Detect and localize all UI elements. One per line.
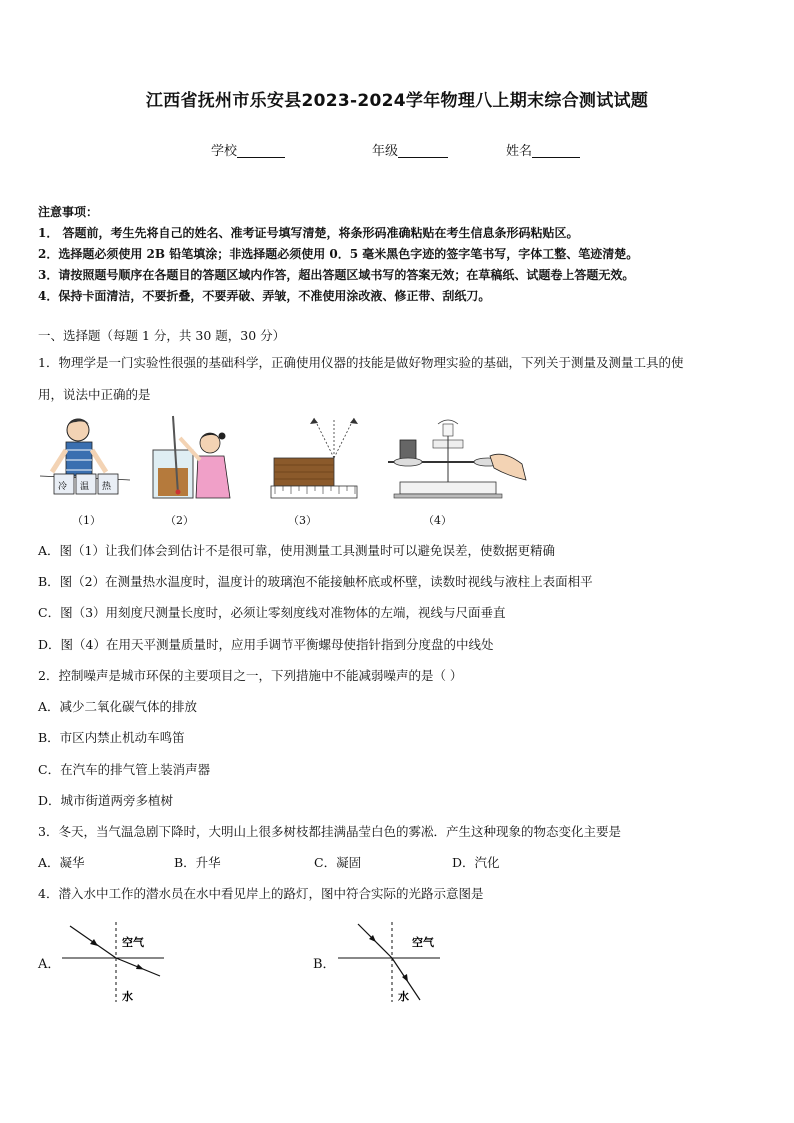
figure-1-hands-in-water: [40, 418, 130, 494]
q4-diagram-a: [60, 918, 170, 1008]
beaker-label-hot: 热: [102, 482, 112, 492]
q4-diagram-b-label: B．: [313, 957, 336, 972]
school-field: [211, 140, 285, 159]
notice-heading: 注意事项：: [38, 205, 99, 219]
q2-option-d: D．城市街道两旁多植树: [38, 793, 174, 808]
name-field: [506, 140, 580, 159]
name-blank: [532, 143, 580, 158]
figure-caption-2: （2）: [165, 514, 194, 527]
section-heading: 一、选择题（每题 1 分，共 30 题，30 分）: [38, 328, 286, 343]
q3-option-d: D．汽化: [452, 855, 500, 870]
grade-field: [372, 140, 448, 159]
q3-option-b: B．升华: [174, 855, 221, 870]
figure-caption-4: （4）: [423, 514, 452, 527]
notice-block: [38, 202, 638, 307]
q4-diagram-a-label: A．: [38, 957, 61, 972]
figure-2-thermometer: [153, 416, 230, 498]
q1-stem-line1: 1．物理学是一门实验性很强的基础科学，正确使用仪器的技能是做好物理实验的基础，下列关于测量及测量工具的使: [38, 355, 684, 370]
figure-caption-1: （1）: [72, 514, 101, 527]
q3-option-c: C．凝固: [314, 855, 362, 870]
q1-figures: [38, 410, 538, 528]
q2-option-a: A．减少二氧化碳气体的排放: [38, 699, 198, 714]
name-label: 姓名: [506, 144, 533, 159]
school-blank: [237, 143, 285, 158]
q2-option-b: B．市区内禁止机动车鸣笛: [38, 730, 185, 745]
notice-item: 2．选择题必须使用 2B 铅笔填涂；非选择题必须使用 0．5 毫米黑色字迹的签字笔书写，字体工整、笔迹清楚。: [38, 247, 639, 261]
q4-stem: 4．潜入水中工作的潜水员在水中看见岸上的路灯，图中符合实际的光路示意图是: [38, 886, 484, 901]
figure-4-balance: [388, 420, 526, 498]
q3-option-a: A．凝华: [38, 855, 85, 870]
figure-caption-3: （3）: [288, 514, 317, 527]
notice-item: 4．保持卡面清洁，不要折叠，不要弄破、弄皱，不准使用涂改液、修正带、刮纸刀。: [38, 289, 491, 303]
q3-stem: 3．冬天，当气温急剧下降时，大明山上很多树枝都挂满晶莹白色的雾凇．产生这种现象的物态变化主要是: [38, 824, 621, 839]
notice-item: 1． 答题前，考生先将自己的姓名、准考证号填写清楚，将条形码准确粘贴在考生信息条形码粘贴区。: [38, 226, 579, 240]
page-title: 江西省抚州市乐安县2023-2024学年物理八上期末综合测试试题: [145, 91, 649, 111]
school-label: 学校: [211, 144, 238, 159]
beaker-label-cold: 冷: [58, 482, 68, 492]
q3-options: [38, 853, 758, 871]
q1-option-b: B．图（2）在测量热水温度时，温度计的玻璃泡不能接触杯底或杯壁，读数时视线与液柱上表面相平: [38, 574, 593, 589]
q1-stem-line2: 用，说法中正确的是: [38, 387, 151, 402]
grade-label: 年级: [372, 144, 399, 159]
q4-a-air-label: 空气: [122, 936, 144, 949]
q4-diagram-b: [336, 918, 446, 1008]
q4-b-air-label: 空气: [412, 936, 434, 949]
q1-option-c: C．图（3）用刻度尺测量长度时，必须让零刻度线对准物体的左端，视线与尺面垂直: [38, 605, 506, 620]
q2-option-c: C．在汽车的排气管上装消声器: [38, 762, 211, 777]
q2-stem: 2．控制噪声是城市环保的主要项目之一，下列措施中不能减弱噪声的是（ ）: [38, 668, 463, 683]
q4-a-water-label: 水: [122, 990, 133, 1003]
q4-b-water-label: 水: [398, 990, 409, 1003]
q1-option-a: A．图（1）让我们体会到估计不是很可靠，使用测量工具测量时可以避免误差，使数据更精确: [38, 543, 555, 558]
beaker-label-warm: 温: [80, 482, 90, 492]
q1-option-d: D．图（4）在用天平测量质量时，应用手调节平衡螺母使指针指到分度盘的中线处: [38, 637, 494, 652]
grade-blank: [398, 143, 448, 158]
notice-item: 3．请按照题号顺序在各题目的答题区域内作答，超出答题区域书写的答案无效；在草稿纸、试题卷上答题无效。: [38, 268, 635, 282]
figure-3-ruler: [271, 418, 358, 498]
